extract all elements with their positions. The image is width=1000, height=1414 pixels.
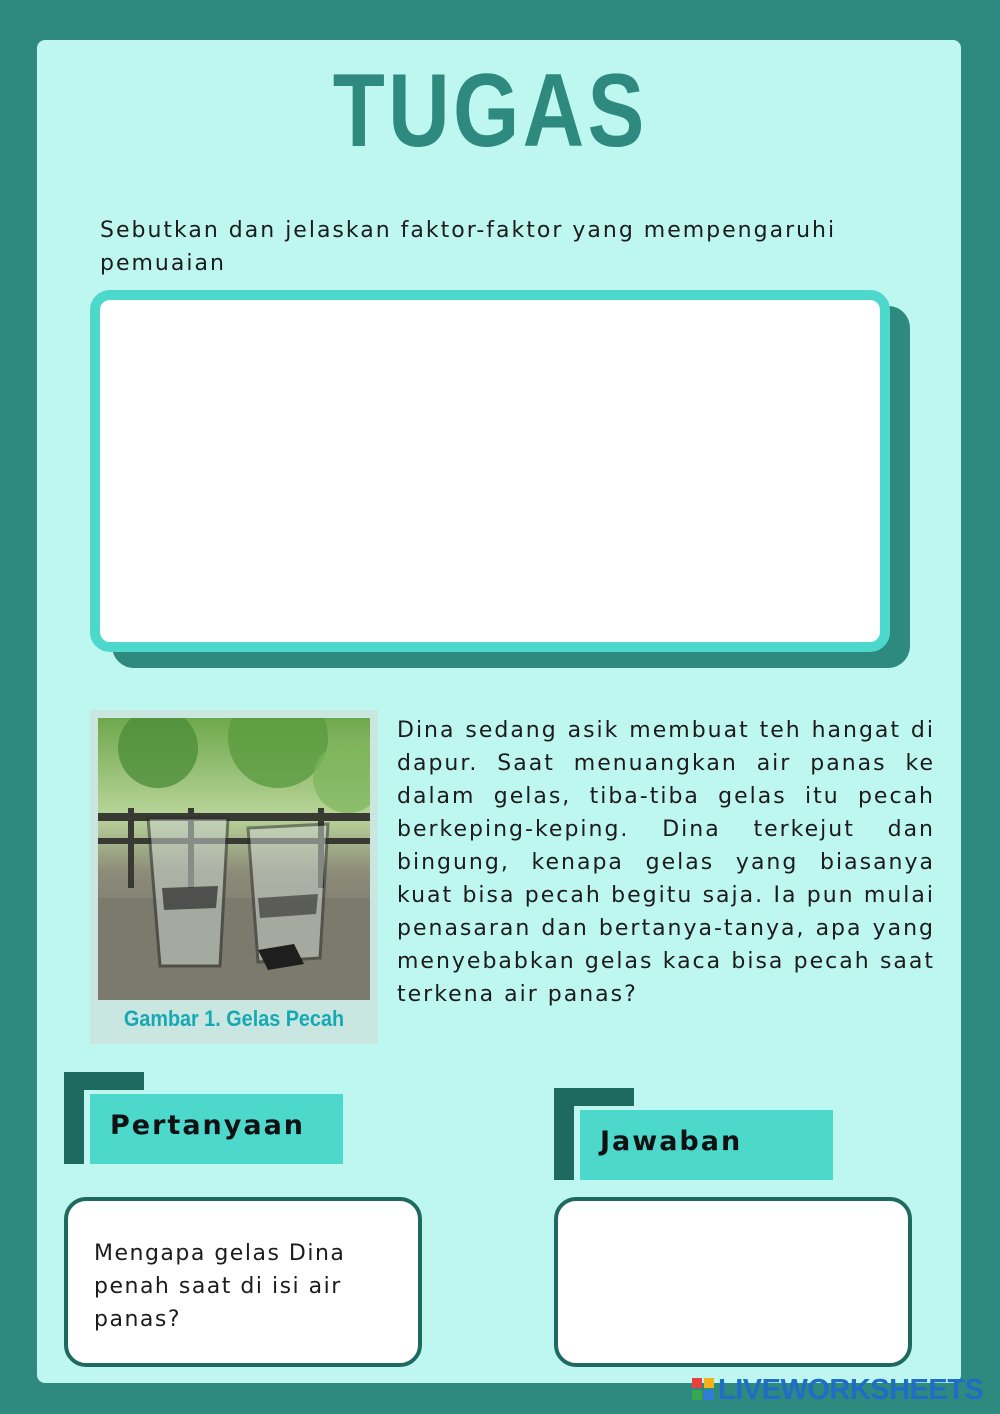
answer-input-box[interactable] (554, 1197, 912, 1367)
answer-text-area[interactable] (90, 290, 890, 652)
story-paragraph: Dina sedang asik membuat teh hangat di dapur. Saat menuangkan air panas ke dalam gelas, tiba-tiba gelas itu pecah berkeping-keping. Dina terkejut dan bingung, kenapa gelas yang biasanya kuat bisa pecah begitu saja. Ia pun mulai penasaran dan bertanya-tanya, apa yang menyebabkan gelas kaca bisa pecah saat terkena air panas? (397, 718, 935, 1007)
answer-label: Jawaban (580, 1110, 833, 1180)
broken-glass-photo (90, 710, 378, 1044)
brand-name: LIVEWORKSHEETS (718, 1374, 984, 1406)
question-label: Pertanyaan (90, 1094, 343, 1164)
page-title: TUGAS (332, 53, 648, 169)
question-tab-corner-side (64, 1072, 84, 1164)
question-card (64, 1197, 422, 1367)
photo-caption: Gambar 1. Gelas Pecah (123, 1006, 345, 1031)
broken-glass-image (98, 718, 370, 1000)
answer-tab-corner-side (554, 1088, 574, 1180)
question-text: Mengapa gelas Dina penah saat di isi air panas? (94, 1241, 346, 1332)
instruction-text: Sebutkan dan jelaskan faktor-faktor yang mempengaruhi pemuaian (100, 218, 837, 276)
liveworksheets-logo-icon (692, 1378, 714, 1400)
